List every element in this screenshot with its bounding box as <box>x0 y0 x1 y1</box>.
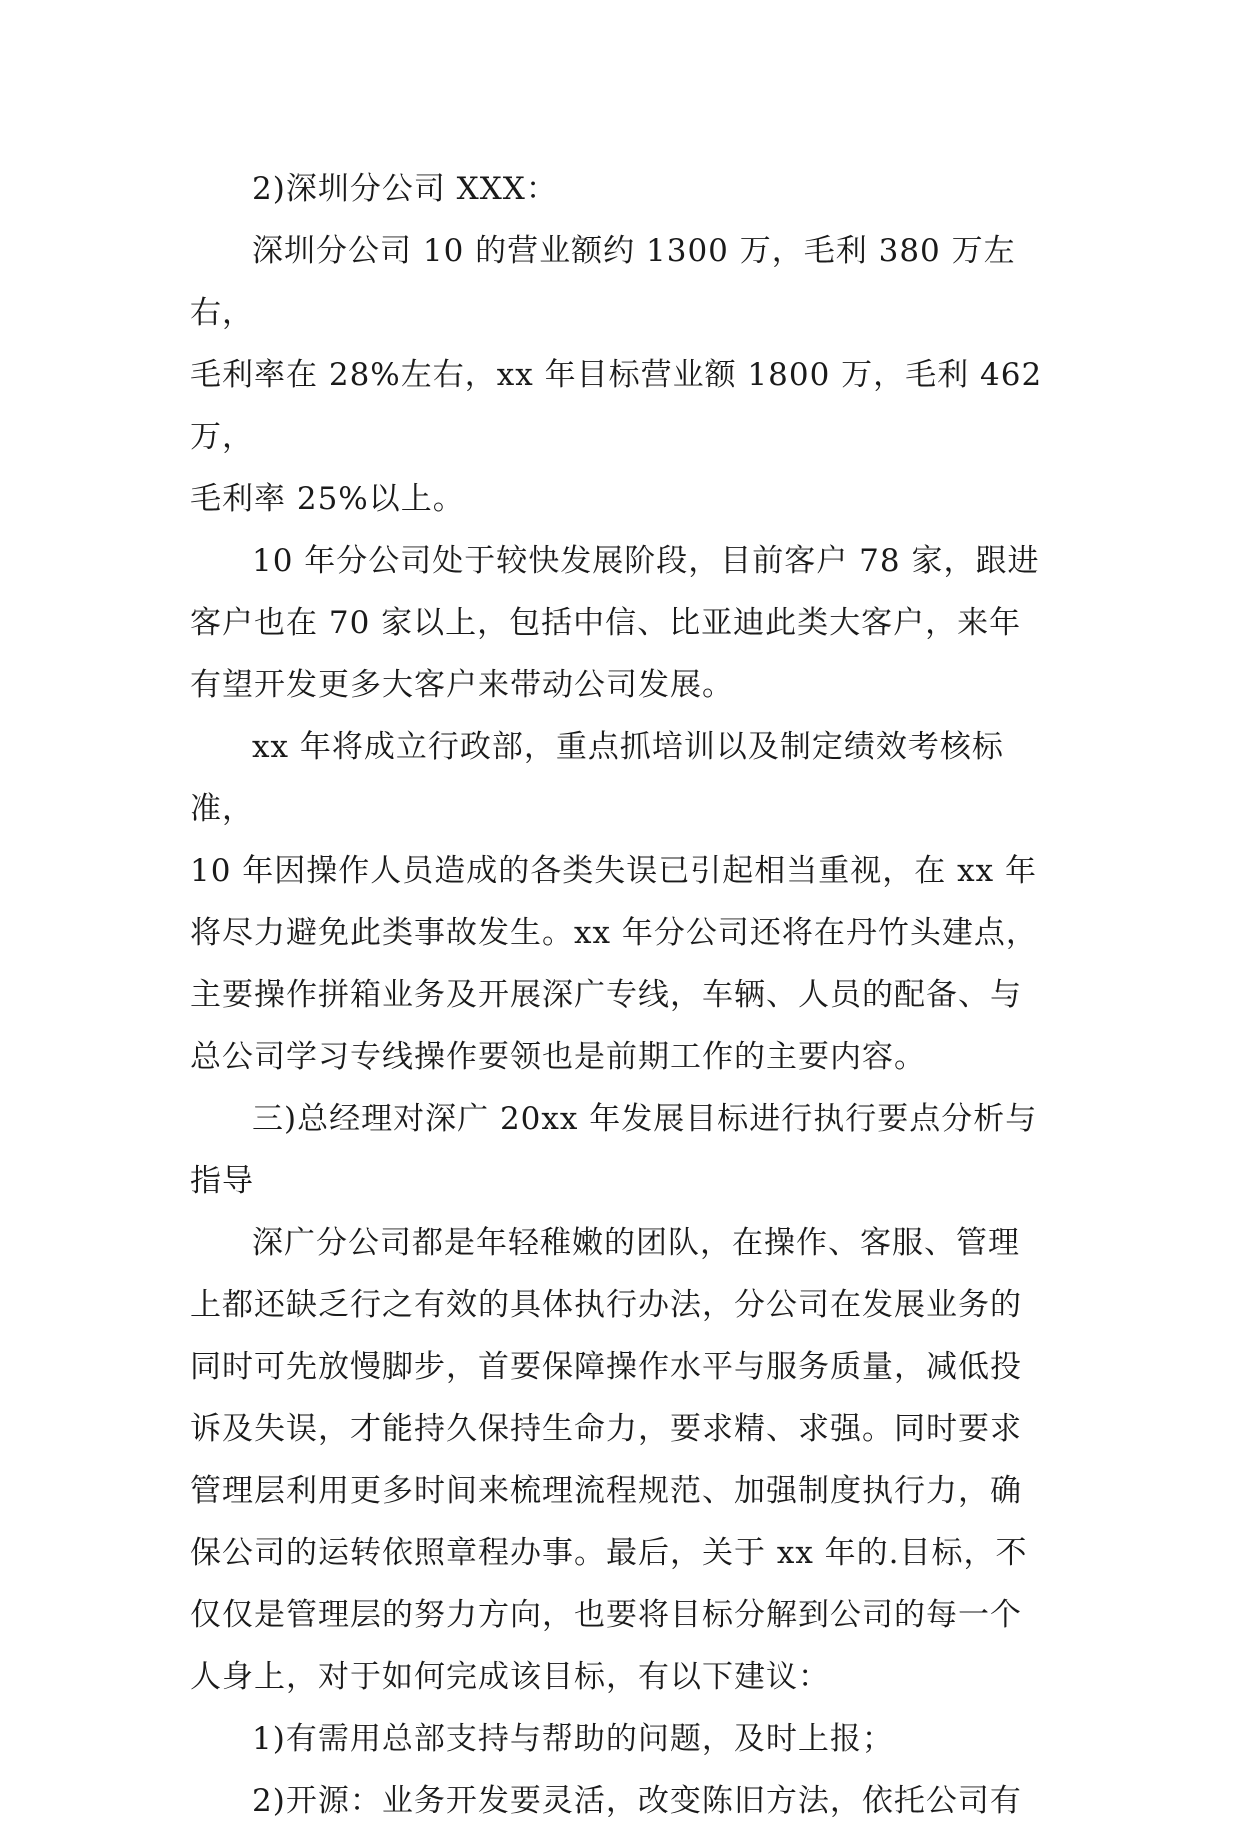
document-body <box>190 158 1052 1832</box>
paragraph: 深广分公司都是年轻稚嫩的团队，在操作、客服、管理 上都还缺乏行之有效的具体执行办法，分公司在发展业务的 同时可先放慢脚步，首要保障操作水平与服务质量，减低投 诉及失误，才能持久保持生命力，要求精、求强。同时要求 管理层利用更多时间来梳理流程规范、加强制度执行力，确 保公司的运转依照章程办事。最后，关于 xx 年的.目标，不 仅仅是管理层的努力方向，也要将目标分解到公司的每一个 人身上，对于如何完成该目标，有以下建议： <box>190 1225 1028 1695</box>
paragraph: 深圳分公司 10 的营业额约 1300 万，毛利 380 万左右， 毛利率在 28%左右，xx 年目标营业额 1800 万，毛利 462 万， 毛利率 25%以上。 <box>190 233 1043 517</box>
paragraph: 2)开源：业务开发要灵活，改变陈旧方法，依托公司有 <box>252 1783 1022 1819</box>
paragraph: 10 年分公司处于较快发展阶段，目前客户 78 家，跟进 客户也在 70 家以上，包括中信、比亚迪此类大客户，来年 有望开发更多大客户来带动公司发展。 <box>190 543 1040 703</box>
paragraph: xx 年将成立行政部，重点抓培训以及制定绩效考核标准， 10 年因操作人员造成的各类失误已引起相当重视，在 xx 年 将尽力避免此类事故发生。xx 年分公司还将在丹竹头建点， 主要操作拼箱业务及开展深广专线，车辆、人员的配备、与 总公司学习专线操作要领也是前期工作的主要内容。 <box>190 729 1038 1075</box>
paragraph: 1)有需用总部支持与帮助的问题，及时上报； <box>252 1721 894 1757</box>
paragraph: 三)总经理对深广 20xx 年发展目标进行执行要点分析与 指导 <box>190 1101 1038 1199</box>
paragraph: 2)深圳分公司 XXX： <box>252 171 558 207</box>
